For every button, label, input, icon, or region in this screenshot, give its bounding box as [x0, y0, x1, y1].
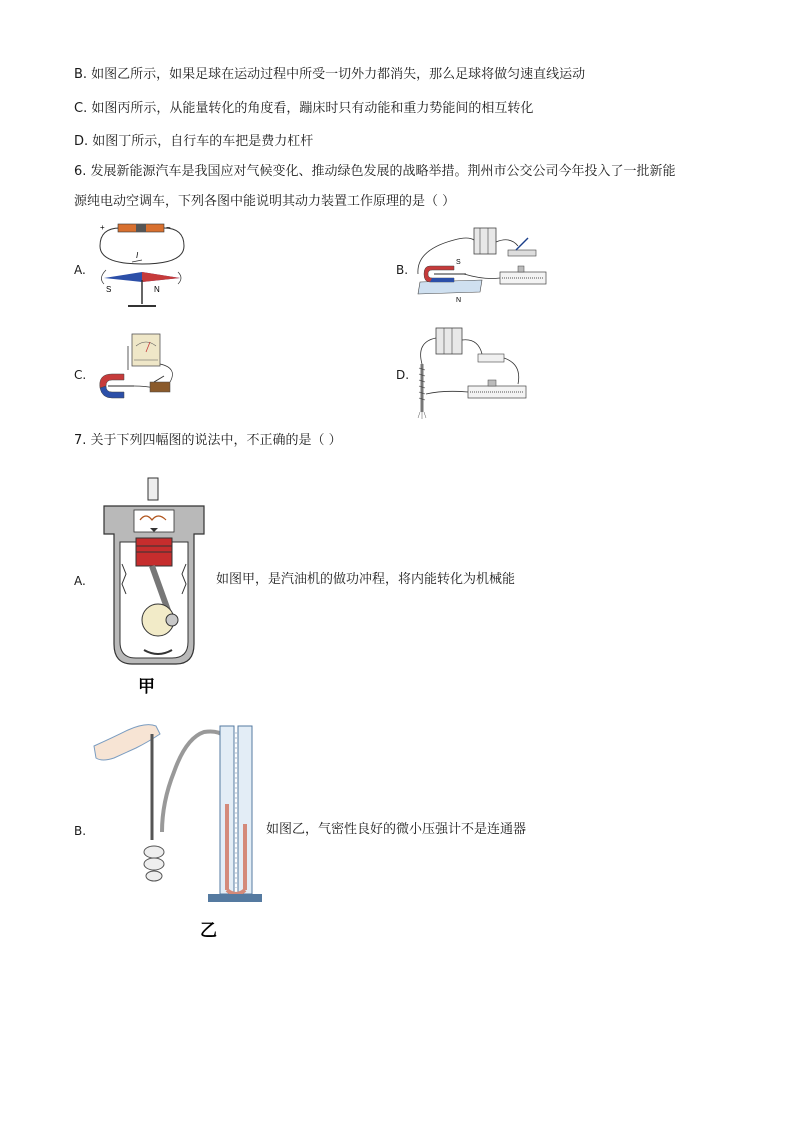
q6-option-c-label: C. [74, 368, 87, 382]
q7-option-a-text: 如图甲，是汽油机的做功冲程，将内能转化为机械能 [216, 572, 516, 587]
minus-sign: − [166, 223, 171, 232]
figure-jia-caption: 甲 [138, 677, 155, 696]
q7-option-a-label: A. [74, 574, 86, 588]
plus-sign: + [100, 223, 105, 232]
q6-figure-d-electromagnet [414, 324, 534, 420]
q5-option-c: C. 如图丙所示，从能量转化的角度看，蹦床时只有动能和重力势能间的相互转化 [74, 101, 534, 116]
spark-plug-icon [148, 478, 158, 500]
q7-figure-b-pressure-gauge [92, 712, 262, 942]
hand-icon [94, 725, 160, 760]
switch-icon [508, 250, 536, 256]
current-label: I [136, 251, 139, 260]
q6-figure-c-galvanometer [94, 330, 184, 410]
liquid-left-icon [225, 804, 229, 890]
q6-option-d-label: D. [396, 368, 410, 382]
stand-base-icon [208, 894, 262, 902]
magnet-north-label: N [456, 297, 462, 304]
q7-stem: 7. 关于下列四幅图的说法中，不正确的是（ ） [74, 433, 342, 448]
q7-figure-a-engine [96, 474, 214, 698]
galvanometer-icon [132, 334, 160, 366]
south-label: S [106, 285, 112, 294]
q7-option-b-label: B. [74, 824, 87, 838]
figure-yi-caption: 乙 [200, 921, 217, 940]
probe-icon [144, 846, 164, 858]
q5-option-d: D. 如图丁所示，自行车的车把是费力杠杆 [74, 134, 314, 149]
liquid-right-icon [243, 824, 247, 890]
q6-figure-a-oersted [92, 220, 192, 316]
magnet-south-label: S [456, 259, 461, 266]
north-label: N [154, 285, 160, 294]
battery-pack-icon [436, 328, 462, 354]
current-arrow-icon [132, 260, 142, 262]
q6-stem-line2: 源纯电动空调车，下列各图中能说明其动力装置工作原理的是（ ） [74, 194, 456, 209]
q7-option-b-text: 如图乙，气密性良好的微小压强计不是连通器 [266, 822, 527, 837]
switch-base-icon [150, 382, 170, 392]
q6-figure-b-motor [414, 222, 554, 308]
q6-option-b-label: B. [396, 263, 409, 277]
battery-icon [474, 228, 496, 254]
switch-icon [478, 354, 504, 362]
q6-stem-line1: 6. 发展新能源汽车是我国应对气候变化、推动绿色发展的战略举措。荆州市公交公司今年投入了一批新能 [74, 164, 676, 179]
q5-option-b: B. 如图乙所示，如果足球在运动过程中所受一切外力都消失，那么足球将做匀速直线运动 [74, 67, 586, 82]
q6-option-a-label: A. [74, 263, 86, 277]
rubber-tube-icon [162, 732, 224, 833]
